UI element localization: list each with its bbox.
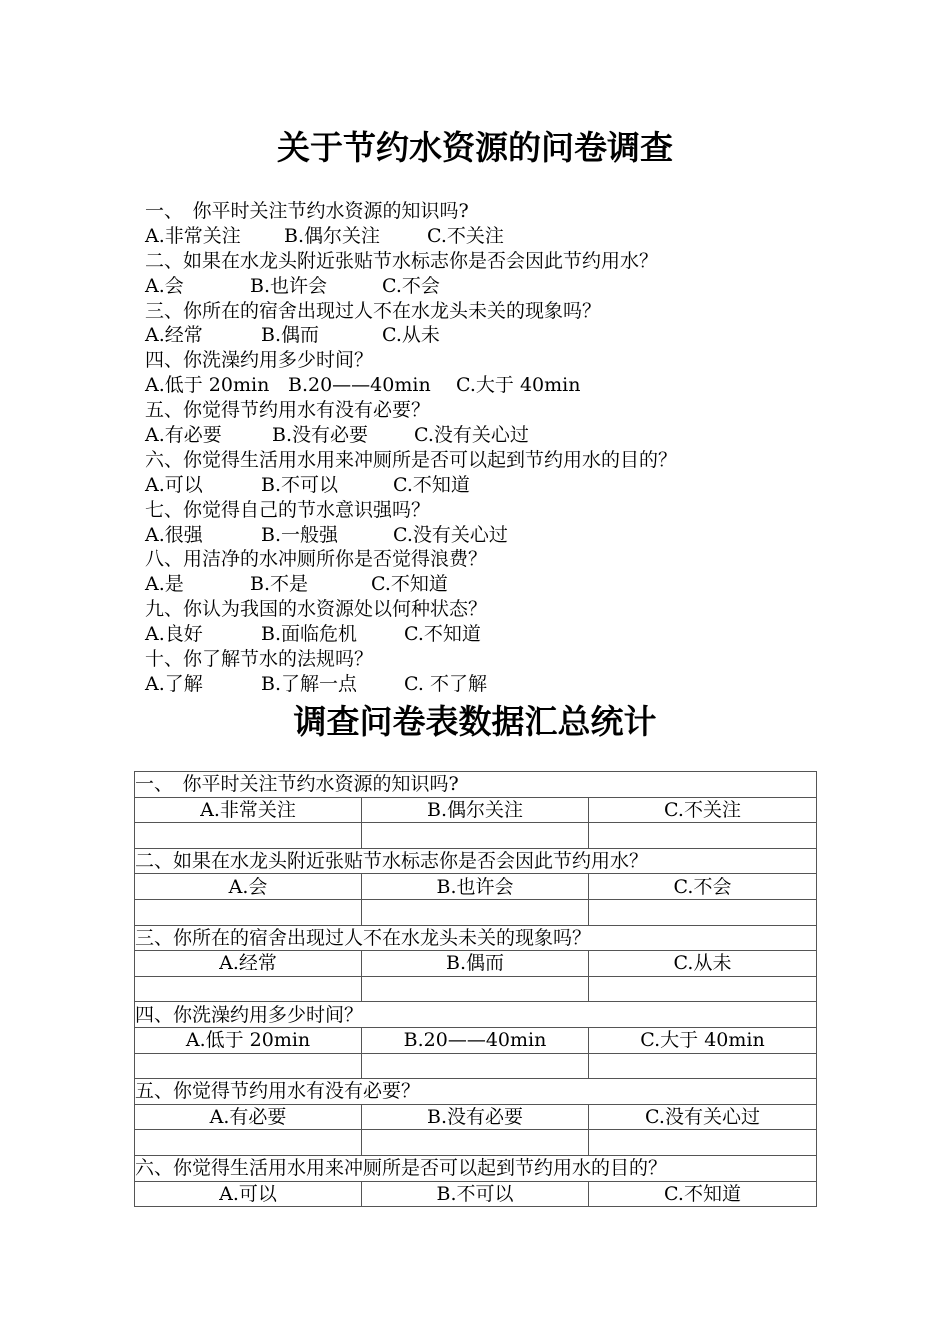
table-option-cell: C.没有关心过 — [589, 1104, 817, 1130]
table-option-cell: A.非常关注 — [135, 797, 362, 823]
option-row — [145, 523, 845, 548]
option-row — [145, 473, 845, 498]
table-row — [135, 1181, 817, 1207]
question-text: 四、你洗澡约用多少时间？ — [145, 349, 374, 372]
option-c: C.没有关心过 — [393, 523, 508, 546]
option-b: B.了解一点 — [261, 672, 358, 695]
table-count-cell — [589, 1130, 817, 1156]
question-text: 五、你觉得节约用水有没有必要？ — [145, 399, 431, 422]
table-option-cell: A.可以 — [135, 1181, 362, 1207]
table-count-cell — [362, 899, 589, 925]
option-c: C.从未 — [382, 324, 440, 347]
table-question-cell: 五、你觉得节约用水有没有必要？ — [135, 1079, 817, 1105]
table-count-cell — [589, 976, 817, 1002]
table-count-cell — [362, 976, 589, 1002]
table-option-cell: B.也许会 — [362, 874, 589, 900]
table-row — [135, 772, 817, 798]
question-list — [145, 199, 845, 697]
option-a: A.低于 20min — [145, 374, 270, 397]
option-row — [145, 323, 845, 348]
table-option-cell: C.大于 40min — [589, 1027, 817, 1053]
option-b: B.面临危机 — [261, 623, 358, 646]
question-text: 二、如果在水龙头附近张贴节水标志你是否会因此节约用水？ — [145, 249, 659, 272]
table-row — [135, 925, 817, 951]
option-c: C.不知道 — [371, 573, 448, 596]
option-row — [145, 224, 845, 249]
option-a: A.很强 — [145, 523, 203, 546]
option-b: B.一般强 — [261, 523, 339, 546]
option-row — [145, 622, 845, 647]
question-text: 九、你认为我国的水资源处以何种状态？ — [145, 598, 488, 621]
table-count-cell — [135, 1053, 362, 1079]
table-question-cell: 一、 你平时关注节约水资源的知识吗? — [135, 772, 817, 798]
option-c: C.不会 — [382, 274, 440, 297]
option-a: A.良好 — [145, 623, 203, 646]
table-row — [135, 797, 817, 823]
option-c: C.不知道 — [393, 473, 470, 496]
option-a: A.是 — [145, 573, 184, 596]
table-option-cell: A.有必要 — [135, 1104, 362, 1130]
option-c: C.大于 40min — [456, 374, 581, 397]
option-b: B.不可以 — [261, 473, 339, 496]
option-a: A.会 — [145, 274, 184, 297]
table-row — [135, 1079, 817, 1105]
table-row — [135, 1130, 817, 1156]
table-option-cell: B.偶而 — [362, 951, 589, 977]
option-c: C.不关注 — [427, 224, 504, 247]
option-row — [145, 373, 845, 398]
table-row — [135, 1053, 817, 1079]
table-option-cell: A.经常 — [135, 951, 362, 977]
question-text: 八、用洁净的水冲厕所你是否觉得浪费？ — [145, 548, 488, 571]
table-count-cell — [135, 899, 362, 925]
table-count-cell — [362, 1053, 589, 1079]
table-count-cell — [589, 1053, 817, 1079]
option-c: C.不知道 — [404, 623, 481, 646]
table-option-cell: B.没有必要 — [362, 1104, 589, 1130]
table-row — [135, 1104, 817, 1130]
table-option-cell: C.不关注 — [589, 797, 817, 823]
option-a: A.经常 — [145, 324, 203, 347]
table-row — [135, 823, 817, 849]
option-a: A.了解 — [145, 672, 203, 695]
table-row — [135, 1155, 817, 1181]
table-option-cell: A.低于 20min — [135, 1027, 362, 1053]
table-option-cell: B.偶尔关注 — [362, 797, 589, 823]
option-row — [145, 672, 845, 697]
option-b: B.20——40min — [288, 374, 431, 397]
question-text: 三、你所在的宿舍出现过人不在水龙头未关的现象吗？ — [145, 299, 602, 322]
table-option-cell: A.会 — [135, 874, 362, 900]
option-b: B.不是 — [250, 573, 309, 596]
option-c: C. 不了解 — [404, 672, 487, 695]
table-option-cell: C.不知道 — [589, 1181, 817, 1207]
question-text: 一、 你平时关注节约水资源的知识吗? — [145, 200, 469, 222]
table-row — [135, 1002, 817, 1028]
option-a: A.有必要 — [145, 424, 222, 447]
table-count-cell — [589, 823, 817, 849]
table-row — [135, 1027, 817, 1053]
table-row — [135, 899, 817, 925]
option-b: B.也许会 — [250, 274, 328, 297]
option-b: B.偶而 — [261, 324, 320, 347]
summary-title: 调查问卷表数据汇总统计 — [293, 702, 657, 741]
table-option-cell: C.不会 — [589, 874, 817, 900]
table-count-cell — [362, 823, 589, 849]
table-option-cell: B.20——40min — [362, 1027, 589, 1053]
table-option-cell: C.从未 — [589, 951, 817, 977]
table-question-cell: 二、如果在水龙头附近张贴节水标志你是否会因此节约用水？ — [135, 848, 817, 874]
table-question-cell: 六、你觉得生活用水用来冲厕所是否可以起到节约用水的目的？ — [135, 1155, 817, 1181]
option-row — [145, 572, 845, 597]
table-option-cell: B.不可以 — [362, 1181, 589, 1207]
option-row — [145, 423, 845, 448]
option-a: A.非常关注 — [145, 224, 241, 247]
option-b: B.偶尔关注 — [284, 224, 381, 247]
question-text: 六、你觉得生活用水用来冲厕所是否可以起到节约用水的目的？ — [145, 448, 678, 471]
option-b: B.没有必要 — [272, 424, 369, 447]
summary-table — [134, 771, 817, 1207]
option-row — [145, 274, 845, 299]
question-text: 七、你觉得自己的节水意识强吗？ — [145, 498, 431, 521]
table-count-cell — [135, 976, 362, 1002]
table-count-cell — [135, 1130, 362, 1156]
option-c: C.没有关心过 — [414, 424, 529, 447]
table-count-cell — [135, 823, 362, 849]
table-row — [135, 874, 817, 900]
table-row — [135, 848, 817, 874]
table-row — [135, 951, 817, 977]
table-count-cell — [362, 1130, 589, 1156]
survey-title: 关于节约水资源的问卷调查 — [277, 128, 673, 167]
table-count-cell — [589, 899, 817, 925]
option-a: A.可以 — [145, 473, 203, 496]
question-text: 十、你了解节水的法规吗？ — [145, 648, 374, 671]
table-question-cell: 三、你所在的宿舍出现过人不在水龙头未关的现象吗？ — [135, 925, 817, 951]
table-question-cell: 四、你洗澡约用多少时间？ — [135, 1002, 817, 1028]
table-row — [135, 976, 817, 1002]
